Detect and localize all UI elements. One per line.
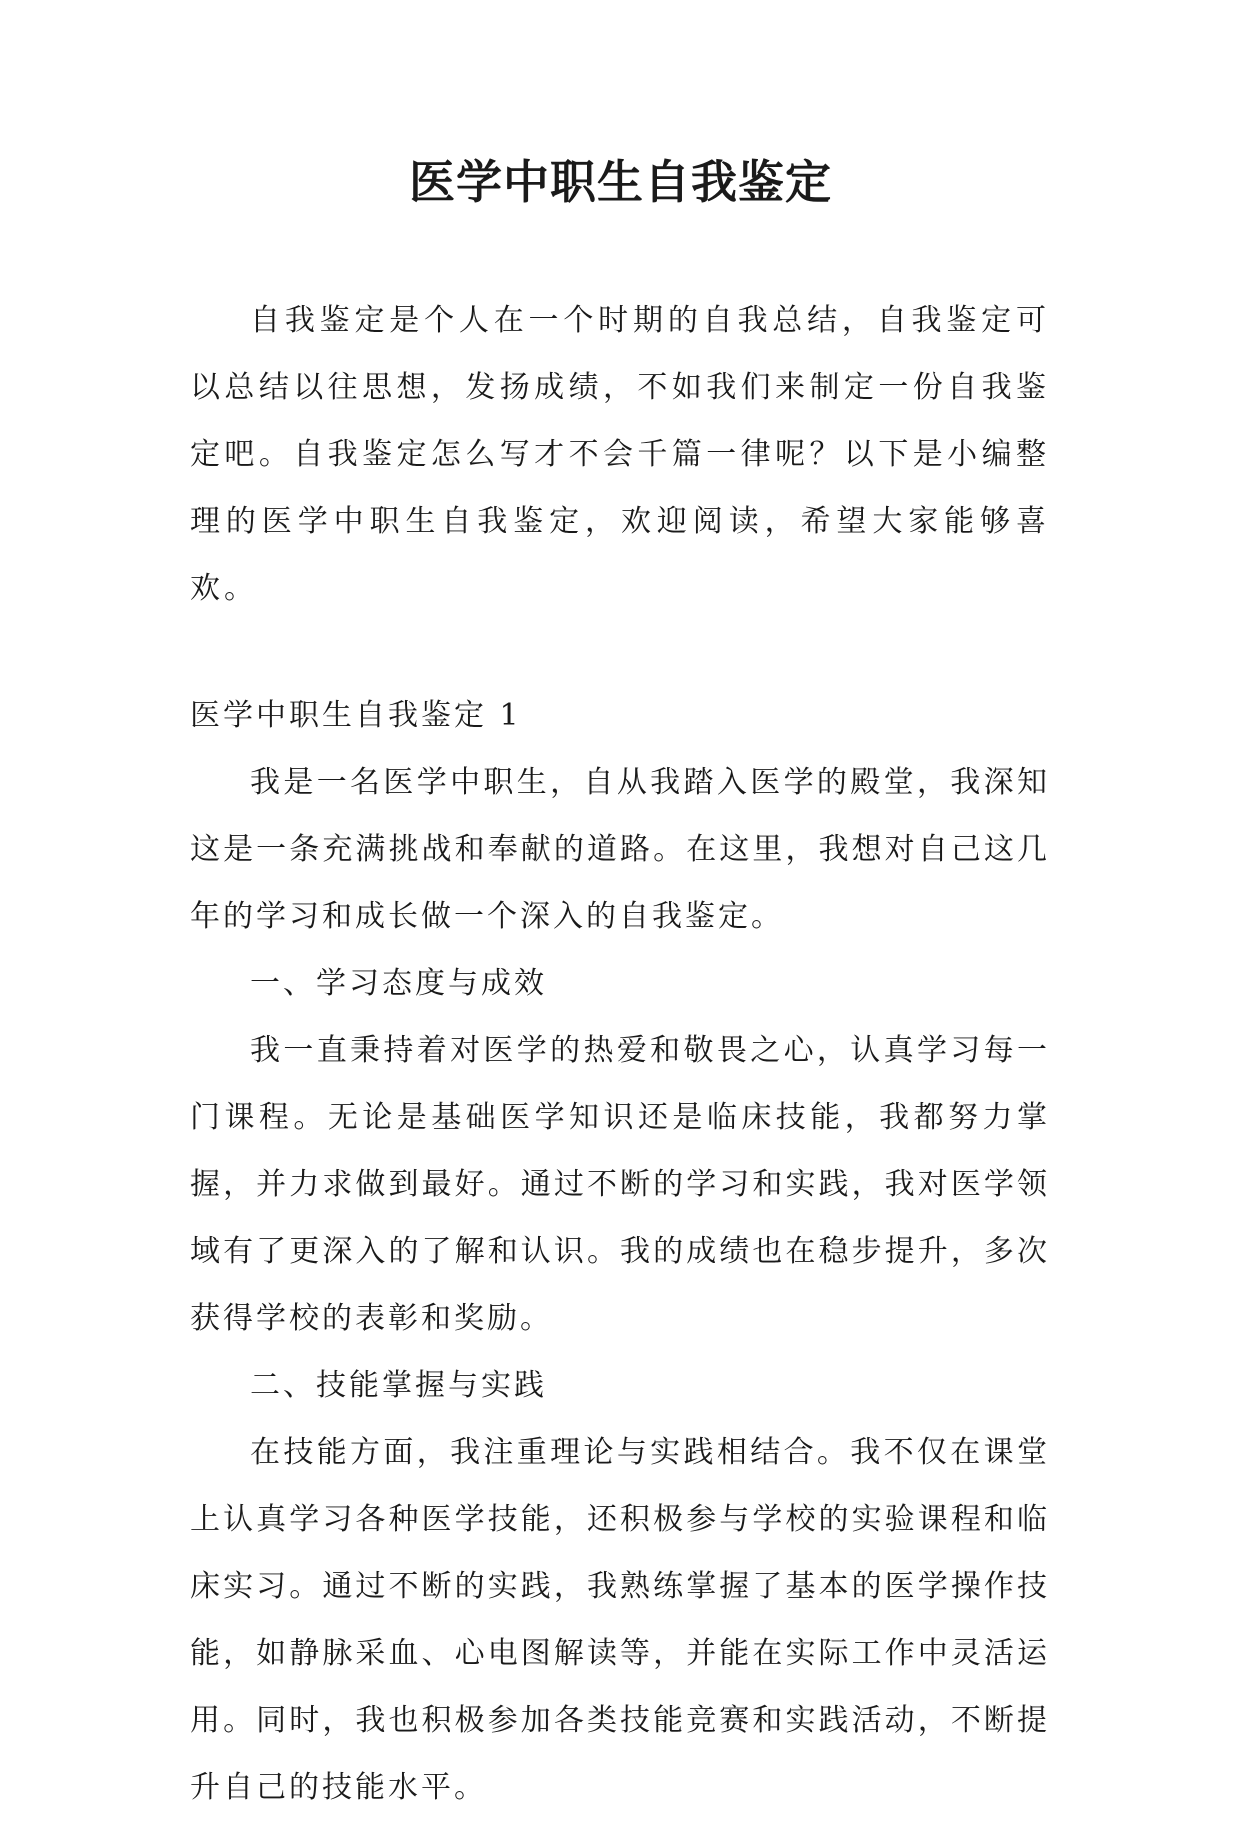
subheading-study-attitude: 一、学习态度与成效 xyxy=(250,966,547,1001)
document-title: 医学中职生自我鉴定 xyxy=(409,155,832,209)
body-paragraph: 我一直秉持着对医学的热爱和敬畏之心，认真学习每一门课程。无论是基础医学知识还是临床技能，我都努力掌握，并力求做到最好。通过不断的学习和实践，我对医学领域有了更深入的了解和认识。我的成绩也在稳步提升，多次获得学校的表彰和奖励。 xyxy=(190,1033,1050,1336)
section-title: 医学中职生自我鉴定 1 xyxy=(190,698,522,733)
body-paragraph: 我是一名医学中职生，自从我踏入医学的殿堂，我深知这是一条充满挑战和奉献的道路。在这里，我想对自己这几年的学习和成长做一个深入的自我鉴定。 xyxy=(190,765,1050,934)
body-paragraph: 在技能方面，我注重理论与实践相结合。我不仅在课堂上认真学习各种医学技能，还积极参与学校的实验课程和临床实习。通过不断的实践，我熟练掌握了基本的医学操作技能，如静脉采血、心电图解读等，并能在实际工作中灵活运用。同时，我也积极参加各类技能竞赛和实践活动，不断提升自己的技能水平。 xyxy=(190,1435,1050,1805)
paragraph-gap xyxy=(190,622,1050,682)
intro-paragraph: 自我鉴定是个人在一个时期的自我总结，自我鉴定可以总结以往思想，发扬成绩，不如我们来制定一份自我鉴定吧。自我鉴定怎么写才不会千篇一律呢？以下是小编整理的医学中职生自我鉴定，欢迎阅读，希望大家能够喜欢。 xyxy=(190,303,1050,606)
document-body xyxy=(190,287,1050,1821)
subheading-skills-practice: 二、技能掌握与实践 xyxy=(250,1368,547,1403)
